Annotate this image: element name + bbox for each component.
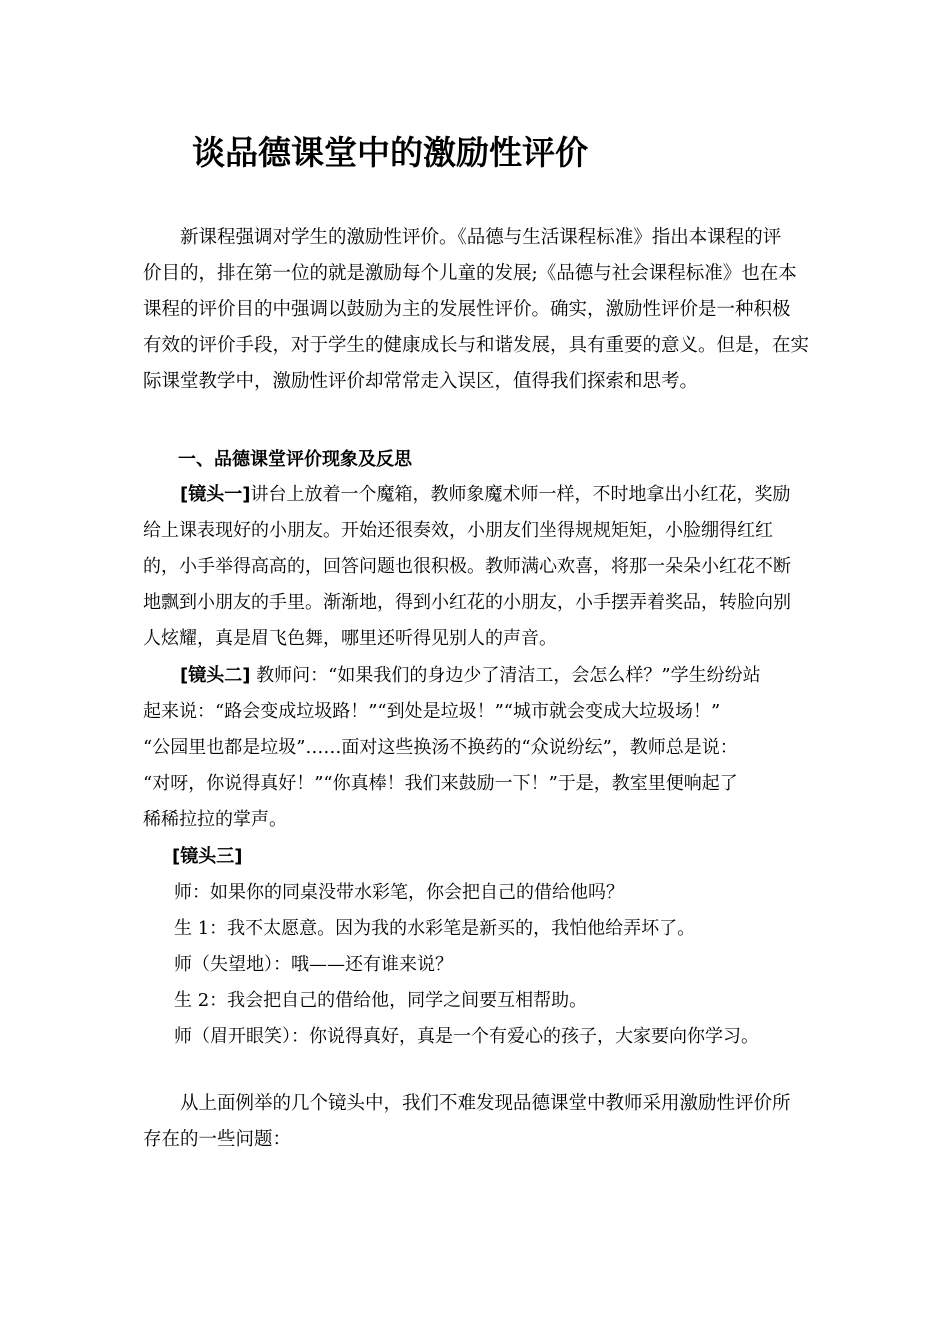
intro-line-4: 有效的评价手段，对于学生的健康成长与和谐发展，具有重要的意义。但是，在实 [143, 335, 810, 356]
scene1-first-text: 讲台上放着一个魔箱，教师象魔术师一样，不时地拿出小红花，奖励 [250, 484, 791, 505]
intro-line-5: 际课堂教学中，激励性评价却常常走入误区，值得我们探索和思考。 [143, 371, 699, 392]
scene1-label: [镜头一] [180, 484, 251, 505]
intro-line-1: 新课程强调对学生的激励性评价。《品德与生活课程标准》指出本课程的评 [180, 227, 782, 248]
scene1-line-4: 地飘到小朋友的手里。渐渐地，得到小红花的小朋友，小手摆弄着奖品，转脸向别 [143, 592, 791, 613]
scene2-first-text: 教师问：“如果我们的身边少了清洁工，会怎么样？”学生纷纷站 [250, 665, 761, 686]
scene1-line-3: 的，小手举得高高的，回答问题也很积极。教师满心欢喜，将那一朵朵小红花不断 [143, 556, 791, 577]
scene1-line-5: 人炫耀，真是眉飞色舞，哪里还听得见别人的声音。 [143, 628, 557, 649]
scene3-dialogue-2: 生 1：我不太愿意。因为我的水彩笔是新买的，我怕他给弄坏了。 [174, 918, 696, 939]
scene3-dialogue-1: 师：如果你的同桌没带水彩笔，你会把自己的借给他吗？ [174, 882, 624, 903]
scene2-first-line [180, 664, 761, 688]
intro-line-2: 价目的，排在第一位的就是激励每个儿童的发展;《品德与社会课程标准》也在本 [143, 263, 797, 284]
scene3-label: [镜头三] [172, 846, 243, 867]
scene2-line-3: “公园里也都是垃圾”……面对这些换汤不换药的“众说纷纭”，教师总是说： [143, 737, 738, 758]
section-heading: 一、品德课堂评价现象及反思 [178, 449, 412, 470]
intro-line-3: 课程的评价目的中强调以鼓励为主的发展性评价。确实，激励性评价是一种积极 [143, 299, 791, 320]
scene2-line-4: “对呀，你说得真好！”“你真棒！我们来鼓励一下！”于是，教室里便响起了 [143, 773, 738, 794]
scene2-line-5: 稀稀拉拉的掌声。 [143, 809, 287, 830]
scene3-dialogue-3: 师（失望地）：哦——还有谁来说？ [174, 954, 453, 975]
conclusion-line-1: 从上面例举的几个镜头中，我们不难发现品德课堂中教师采用激励性评价所 [180, 1093, 791, 1114]
scene3-dialogue-4: 生 2：我会把自己的借给他，同学之间要互相帮助。 [174, 990, 588, 1011]
scene2-line-2: 起来说：“路会变成垃圾路！”“到处是垃圾！”“城市就会变成大垃圾场！” [143, 701, 721, 722]
scene1-line-2: 给上课表现好的小朋友。开始还很奏效，小朋友们坐得规规矩矩，小脸绷得红红 [143, 520, 773, 541]
document-title: 谈品德课堂中的激励性评价 [192, 133, 588, 172]
scene1-first-line [180, 483, 790, 507]
conclusion-line-2: 存在的一些问题： [143, 1129, 292, 1150]
scene2-label: [镜头二] [180, 665, 251, 686]
scene3-dialogue-5: 师（眉开眼笑）：你说得真好，真是一个有爱心的孩子，大家要向你学习。 [174, 1026, 759, 1047]
